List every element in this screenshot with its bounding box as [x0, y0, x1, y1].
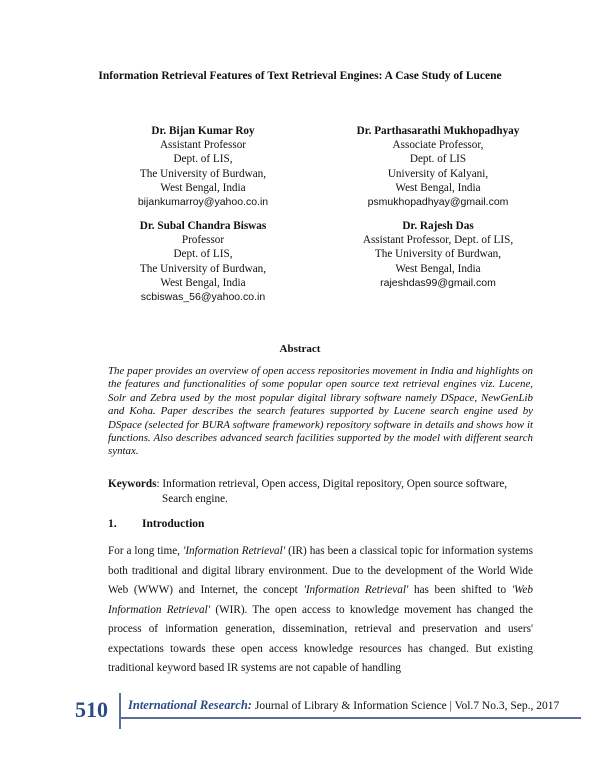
author-block-roy — [78, 124, 328, 209]
journal-citation — [128, 698, 559, 713]
section-heading — [108, 518, 204, 530]
author-name: Dr. Bijan Kumar Roy — [151, 125, 255, 137]
body-text-run: For a long time, — [108, 545, 183, 557]
author-line: The University of Burdwan, — [374, 248, 502, 261]
author-line: Dept. of LIS, — [173, 248, 233, 261]
body-emphasis: 'Information Retrieval' — [182, 545, 286, 557]
section-number: 1. — [108, 518, 117, 530]
page-footer — [70, 693, 590, 733]
author-line: Assistant Professor — [159, 139, 247, 152]
keywords-list: : Information retrieval, Open access, Digital repository, Open source software, — [156, 478, 508, 490]
author-line: The University of Burdwan, — [139, 262, 267, 275]
author-line: The University of Burdwan, — [139, 167, 267, 180]
author-email: rajeshdas99@gmail.com — [380, 276, 496, 289]
author-line: West Bengal, India — [395, 181, 481, 194]
author-line: West Bengal, India — [160, 276, 246, 289]
section-title: Introduction — [142, 518, 205, 530]
keywords — [108, 477, 538, 507]
body-paragraph — [108, 542, 533, 679]
author-email: scbiswas_56@yahoo.co.in — [140, 291, 266, 304]
keywords-label: Keywords — [108, 478, 157, 490]
body-text-run: has been shifted to — [408, 584, 512, 596]
author-line: Associate Professor, — [392, 139, 484, 152]
footer-divider-horizontal — [121, 717, 581, 719]
journal-name-rest: Journal of Library & Information Science | Vol.7 No.3, Sep., 2017 — [251, 700, 560, 712]
keywords-list-cont: Search engine. — [162, 493, 228, 505]
author-block-das — [313, 219, 563, 290]
body-emphasis: 'Information Retrieval' — [303, 584, 409, 596]
abstract-heading: Abstract — [279, 343, 321, 355]
author-line: Assistant Professor, Dept. of LIS, — [362, 234, 514, 247]
body-text-run: (IR) has been a classical topic for information systems both traditional and digital library environment. Due to the development of the World Wide Web (WWW) and Internet, the concept — [108, 545, 533, 596]
author-block-biswas — [78, 219, 328, 304]
journal-name-highlight: International Research: — [128, 698, 252, 712]
footer-divider-vertical — [119, 693, 121, 729]
body-emphasis: 'Web Information Retrieval' — [108, 584, 533, 616]
author-line: Professor — [181, 234, 225, 247]
paper-title: Information Retrieval Features of Text Retrieval Engines: A Case Study of Lucene — [98, 70, 502, 82]
author-name: Dr. Rajesh Das — [402, 220, 474, 232]
author-block-mukhopadhyay — [313, 124, 563, 209]
author-name: Dr. Subal Chandra Biswas — [139, 220, 267, 232]
author-line: West Bengal, India — [160, 181, 246, 194]
author-name: Dr. Parthasarathi Mukhopadhyay — [356, 125, 520, 137]
abstract-text: The paper provides an overview of open access repositories movement in India and highlights on the features and functionalities of some popular open source text retrieval engines viz. Lucene, Solr and Zebra used by the most popular digital library software namely DSpace, NewGenLib and Koha. Paper describes the search features supported by Lucene search engine used by DSpace (selected for BURA software framework) repository software in details and shows how it functions. Also describes advanced search facilities supported by the model with different search syntax. — [108, 365, 533, 458]
author-line: West Bengal, India — [395, 262, 481, 275]
author-email: bijankumarroy@yahoo.co.in — [137, 196, 269, 209]
page-number: 510 — [75, 697, 108, 722]
author-line: Dept. of LIS, — [173, 153, 233, 166]
author-line: Dept. of LIS — [409, 153, 467, 166]
author-email: psmukhopadhyay@gmail.com — [367, 196, 509, 209]
author-line: University of Kalyani, — [387, 167, 489, 180]
body-text-run: (WIR). The open access to knowledge movement has changed the process of information generation, dissemination, retrieval and preservation and users' expectations towards these open access knowledge resources has changed. But existing traditional keyword based IR systems are not capable of handling — [108, 603, 533, 674]
